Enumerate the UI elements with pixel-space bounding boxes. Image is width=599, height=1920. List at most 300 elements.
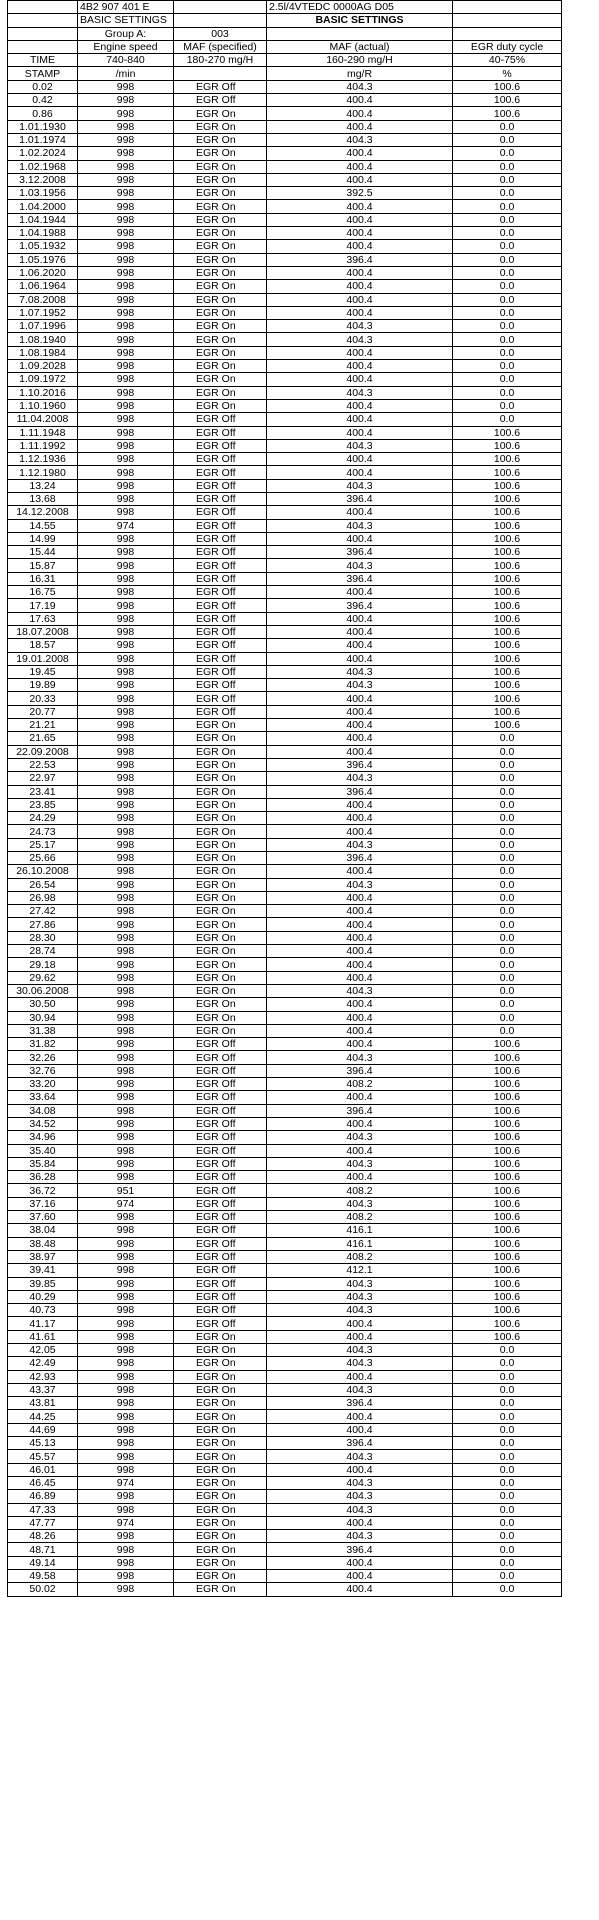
maf-actual-cell: 400.4 [267, 705, 453, 718]
time-stamp-cell: 27.86 [8, 918, 78, 931]
time-stamp-cell: 47.77 [8, 1516, 78, 1529]
egr-duty-cycle-cell: 100.6 [453, 453, 562, 466]
maf-actual-cell: 416.1 [267, 1224, 453, 1237]
maf-specified-cell: EGR On [174, 1490, 267, 1503]
table-row [8, 1171, 562, 1184]
maf-specified-cell: EGR On [174, 1516, 267, 1529]
table-row [8, 559, 562, 572]
maf-specified-cell: EGR On [174, 147, 267, 160]
table-row [8, 1330, 562, 1343]
maf-actual-cell: 396.4 [267, 572, 453, 585]
maf-actual-cell: 400.4 [267, 825, 453, 838]
table-row [8, 1184, 562, 1197]
time-stamp-cell: 1.01.1930 [8, 120, 78, 133]
maf-specified-cell: EGR On [174, 1024, 267, 1037]
engine-speed-cell: 998 [78, 133, 174, 146]
table-row [8, 479, 562, 492]
maf-specified-cell: EGR On [174, 1410, 267, 1423]
table-row [8, 1197, 562, 1210]
maf-specified-cell: EGR On [174, 1476, 267, 1489]
table-row [8, 94, 562, 107]
maf-actual-cell: 400.4 [267, 865, 453, 878]
engine-speed-cell: 998 [78, 333, 174, 346]
maf-actual-cell: 404.3 [267, 1476, 453, 1489]
egr-duty-cycle-cell: 100.6 [453, 1197, 562, 1210]
engine-speed-cell: 998 [78, 1051, 174, 1064]
time-stamp-cell: 1.01.1974 [8, 133, 78, 146]
engine-speed-cell: 998 [78, 905, 174, 918]
time-stamp-cell: 26.54 [8, 878, 78, 891]
table-row [8, 133, 562, 146]
maf-specified-cell: EGR Off [174, 1038, 267, 1051]
egr-duty-cycle-cell: 100.6 [453, 1184, 562, 1197]
maf-specified-cell: EGR Off [174, 572, 267, 585]
table-row [8, 652, 562, 665]
table-row [8, 1144, 562, 1157]
egr-duty-cycle-cell: 100.6 [453, 1237, 562, 1250]
table-row [8, 1503, 562, 1516]
time-stamp-cell: 1.09.2028 [8, 360, 78, 373]
engine-speed-cell: 998 [78, 1530, 174, 1543]
engine-speed-cell: 998 [78, 1224, 174, 1237]
egr-duty-cycle-cell: 0.0 [453, 133, 562, 146]
engine-speed-cell: 974 [78, 519, 174, 532]
table-body [8, 80, 562, 1596]
time-stamp-cell: 18.07.2008 [8, 625, 78, 638]
maf-specified-cell: EGR On [174, 373, 267, 386]
engine-speed-cell: 998 [78, 1423, 174, 1436]
time-stamp-cell: 38.04 [8, 1224, 78, 1237]
maf-specified-cell: EGR On [174, 931, 267, 944]
table-header [8, 1, 562, 81]
engine-speed-cell: 998 [78, 1410, 174, 1423]
time-stamp-cell: 28.74 [8, 945, 78, 958]
egr-duty-cycle-cell: 0.0 [453, 1437, 562, 1450]
time-stamp-cell: 1.08.1940 [8, 333, 78, 346]
engine-speed-cell: 998 [78, 1171, 174, 1184]
time-stamp-cell: 1.07.1996 [8, 320, 78, 333]
egr-duty-cycle-cell: 100.6 [453, 466, 562, 479]
time-stamp-cell: 16.75 [8, 586, 78, 599]
maf-specified-cell: EGR On [174, 785, 267, 798]
time-stamp-cell: 34.96 [8, 1131, 78, 1144]
egr-duty-cycle-cell: 0.0 [453, 1397, 562, 1410]
maf-actual-cell: 404.3 [267, 1290, 453, 1303]
table-row [8, 466, 562, 479]
table-row [8, 945, 562, 958]
engine-speed-cell: 998 [78, 1064, 174, 1077]
egr-duty-cycle-cell: 100.6 [453, 572, 562, 585]
maf-actual-cell: 400.4 [267, 905, 453, 918]
maf-specified-cell: EGR On [174, 227, 267, 240]
maf-specified-cell: EGR On [174, 1397, 267, 1410]
maf-specified-cell: EGR Off [174, 479, 267, 492]
maf-specified-cell: EGR On [174, 1437, 267, 1450]
maf-specified-cell: EGR On [174, 758, 267, 771]
maf-actual-cell: 404.3 [267, 1051, 453, 1064]
maf-specified-cell: EGR Off [174, 559, 267, 572]
engine-speed-cell: 998 [78, 360, 174, 373]
engine-speed-cell: 998 [78, 758, 174, 771]
time-stamp-cell: 41.61 [8, 1330, 78, 1343]
engine-speed-cell: 998 [78, 147, 174, 160]
maf-actual-cell: 400.4 [267, 931, 453, 944]
table-row [8, 878, 562, 891]
table-row [8, 1397, 562, 1410]
engine-speed-cell: 998 [78, 373, 174, 386]
table-row [8, 852, 562, 865]
table-row [8, 732, 562, 745]
egr-duty-cycle-cell: 0.0 [453, 120, 562, 133]
egr-duty-cycle-cell: 100.6 [453, 80, 562, 93]
maf-specified-cell: EGR Off [174, 519, 267, 532]
maf-specified-cell: EGR On [174, 745, 267, 758]
egr-duty-cycle-cell: 100.6 [453, 599, 562, 612]
maf-actual-cell: 400.4 [267, 971, 453, 984]
engine-speed-cell: 998 [78, 798, 174, 811]
maf-specified-cell: EGR On [174, 293, 267, 306]
maf-actual-cell: 400.4 [267, 958, 453, 971]
time-stamp-cell: 1.11.1992 [8, 439, 78, 452]
egr-duty-cycle-cell: 100.6 [453, 1104, 562, 1117]
maf-actual-cell: 400.4 [267, 1038, 453, 1051]
maf-actual-cell: 416.1 [267, 1237, 453, 1250]
maf-specified-cell: EGR Off [174, 1264, 267, 1277]
table-row [8, 692, 562, 705]
time-stamp-cell: 40.29 [8, 1290, 78, 1303]
maf-actual-cell: 400.4 [267, 719, 453, 732]
table-row [8, 306, 562, 319]
engine-speed-cell: 998 [78, 466, 174, 479]
table-row [8, 931, 562, 944]
egr-duty-cycle-cell: 0.0 [453, 1570, 562, 1583]
maf-actual-cell: 400.4 [267, 1117, 453, 1130]
header-engine-speed-cell: Engine speed [78, 40, 174, 53]
table-row [8, 333, 562, 346]
table-row [8, 891, 562, 904]
egr-duty-cycle-cell: 100.6 [453, 705, 562, 718]
engine-speed-cell: 998 [78, 1317, 174, 1330]
maf-specified-cell: EGR On [174, 133, 267, 146]
maf-actual-cell: 400.4 [267, 732, 453, 745]
time-stamp-cell: 3.12.2008 [8, 173, 78, 186]
time-stamp-cell: 45.57 [8, 1450, 78, 1463]
engine-speed-cell: 998 [78, 1383, 174, 1396]
egr-duty-cycle-cell: 0.0 [453, 1423, 562, 1436]
maf-specified-cell: EGR Off [174, 1304, 267, 1317]
engine-speed-cell: 998 [78, 785, 174, 798]
table-row [8, 1104, 562, 1117]
maf-actual-cell: 408.2 [267, 1184, 453, 1197]
maf-specified-cell: EGR Off [174, 80, 267, 93]
table-row [8, 187, 562, 200]
maf-specified-cell: EGR Off [174, 506, 267, 519]
engine-speed-cell: 998 [78, 1038, 174, 1051]
egr-duty-cycle-cell: 0.0 [453, 200, 562, 213]
egr-duty-cycle-cell: 100.6 [453, 1250, 562, 1263]
time-stamp-cell: 29.18 [8, 958, 78, 971]
table-row [8, 838, 562, 851]
egr-duty-cycle-cell: 100.6 [453, 1317, 562, 1330]
table-row [8, 1237, 562, 1250]
table-row [8, 1131, 562, 1144]
table-row [8, 705, 562, 718]
table-row [8, 107, 562, 120]
engine-speed-cell: 998 [78, 679, 174, 692]
time-stamp-cell: 14.55 [8, 519, 78, 532]
engine-speed-cell: 998 [78, 1250, 174, 1263]
egr-duty-cycle-cell: 0.0 [453, 878, 562, 891]
table-row [8, 439, 562, 452]
maf-actual-cell: 400.4 [267, 586, 453, 599]
maf-actual-cell: 400.4 [267, 227, 453, 240]
header-time-stamp-cell [8, 27, 78, 40]
maf-specified-cell: EGR On [174, 333, 267, 346]
maf-specified-cell: EGR On [174, 719, 267, 732]
maf-specified-cell: EGR Off [174, 413, 267, 426]
engine-speed-cell: 998 [78, 1264, 174, 1277]
table-row [8, 1078, 562, 1091]
maf-specified-cell: EGR On [174, 1583, 267, 1596]
table-row [8, 492, 562, 505]
egr-duty-cycle-cell: 0.0 [453, 812, 562, 825]
egr-duty-cycle-cell: 0.0 [453, 984, 562, 997]
time-stamp-cell: 43.37 [8, 1383, 78, 1396]
maf-actual-cell: 404.3 [267, 1304, 453, 1317]
egr-duty-cycle-cell: 0.0 [453, 1530, 562, 1543]
table-row [8, 1051, 562, 1064]
header-row [8, 27, 562, 40]
time-stamp-cell: 35.84 [8, 1157, 78, 1170]
table-row [8, 360, 562, 373]
maf-actual-cell: 400.4 [267, 625, 453, 638]
time-stamp-cell: 22.53 [8, 758, 78, 771]
table-row [8, 1038, 562, 1051]
engine-speed-cell: 998 [78, 1397, 174, 1410]
table-row [8, 625, 562, 638]
time-stamp-cell: 38.48 [8, 1237, 78, 1250]
table-row [8, 798, 562, 811]
engine-speed-cell: 998 [78, 1024, 174, 1037]
maf-specified-cell: EGR On [174, 1370, 267, 1383]
time-stamp-cell: 43.81 [8, 1397, 78, 1410]
maf-actual-cell: 400.4 [267, 413, 453, 426]
maf-actual-cell: 408.2 [267, 1078, 453, 1091]
table-row [8, 1343, 562, 1356]
engine-speed-cell: 998 [78, 439, 174, 452]
egr-duty-cycle-cell: 0.0 [453, 1011, 562, 1024]
table-row [8, 160, 562, 173]
engine-speed-cell: 998 [78, 306, 174, 319]
maf-specified-cell: EGR Off [174, 599, 267, 612]
maf-actual-cell: 400.4 [267, 1171, 453, 1184]
maf-actual-cell: 400.4 [267, 453, 453, 466]
maf-specified-cell: EGR On [174, 1383, 267, 1396]
maf-actual-cell: 404.3 [267, 878, 453, 891]
engine-speed-cell: 998 [78, 732, 174, 745]
header-time-stamp-cell: TIME [8, 54, 78, 67]
maf-specified-cell: EGR Off [174, 1157, 267, 1170]
time-stamp-cell: 1.06.1964 [8, 280, 78, 293]
table-row [8, 453, 562, 466]
time-stamp-cell: 25.66 [8, 852, 78, 865]
table-row [8, 772, 562, 785]
header-maf-specified-cell: 180-270 mg/H [174, 54, 267, 67]
time-stamp-cell: 1.04.2000 [8, 200, 78, 213]
maf-actual-cell: 400.4 [267, 1370, 453, 1383]
maf-actual-cell: 400.4 [267, 1144, 453, 1157]
maf-specified-cell: EGR Off [174, 679, 267, 692]
time-stamp-cell: 33.64 [8, 1091, 78, 1104]
table-row [8, 1317, 562, 1330]
maf-actual-cell: 400.4 [267, 1024, 453, 1037]
table-row [8, 1290, 562, 1303]
maf-actual-cell: 400.4 [267, 213, 453, 226]
engine-speed-cell: 998 [78, 652, 174, 665]
engine-speed-cell: 998 [78, 346, 174, 359]
maf-specified-cell: EGR On [174, 280, 267, 293]
maf-specified-cell: EGR Off [174, 453, 267, 466]
time-stamp-cell: 41.17 [8, 1317, 78, 1330]
time-stamp-cell: 0.02 [8, 80, 78, 93]
maf-specified-cell: EGR On [174, 1330, 267, 1343]
table-row [8, 1437, 562, 1450]
time-stamp-cell: 14.99 [8, 532, 78, 545]
table-row [8, 346, 562, 359]
header-time-stamp-cell [8, 14, 78, 27]
egr-duty-cycle-cell: 0.0 [453, 1476, 562, 1489]
time-stamp-cell: 20.77 [8, 705, 78, 718]
maf-actual-cell: 400.4 [267, 1463, 453, 1476]
time-stamp-cell: 38.97 [8, 1250, 78, 1263]
engine-speed-cell: 998 [78, 1211, 174, 1224]
maf-actual-cell: 404.3 [267, 1490, 453, 1503]
time-stamp-cell: 22.09.2008 [8, 745, 78, 758]
egr-duty-cycle-cell: 100.6 [453, 1091, 562, 1104]
egr-duty-cycle-cell: 0.0 [453, 852, 562, 865]
maf-specified-cell: EGR On [174, 253, 267, 266]
egr-duty-cycle-cell: 100.6 [453, 1304, 562, 1317]
maf-specified-cell: EGR On [174, 399, 267, 412]
header-egr-duty-cycle-cell [453, 1, 562, 14]
time-stamp-cell: 32.76 [8, 1064, 78, 1077]
maf-specified-cell: EGR Off [174, 612, 267, 625]
table-row [8, 1064, 562, 1077]
header-maf-specified-cell [174, 67, 267, 80]
maf-specified-cell: EGR On [174, 865, 267, 878]
egr-duty-cycle-cell: 100.6 [453, 719, 562, 732]
egr-duty-cycle-cell: 0.0 [453, 758, 562, 771]
header-egr-duty-cycle-cell: % [453, 67, 562, 80]
engine-speed-cell: 998 [78, 280, 174, 293]
maf-actual-cell: 404.3 [267, 559, 453, 572]
header-maf-actual-cell: BASIC SETTINGS [267, 14, 453, 27]
maf-specified-cell: EGR On [174, 386, 267, 399]
table-row [8, 586, 562, 599]
maf-specified-cell: EGR On [174, 320, 267, 333]
data-table [7, 0, 562, 1597]
engine-speed-cell: 998 [78, 958, 174, 971]
egr-duty-cycle-cell: 0.0 [453, 798, 562, 811]
header-maf-actual-cell: mg/R [267, 67, 453, 80]
maf-actual-cell: 400.4 [267, 306, 453, 319]
table-row [8, 1410, 562, 1423]
maf-specified-cell: EGR On [174, 772, 267, 785]
table-row [8, 1277, 562, 1290]
maf-specified-cell: EGR Off [174, 1091, 267, 1104]
egr-duty-cycle-cell: 0.0 [453, 1410, 562, 1423]
egr-duty-cycle-cell: 0.0 [453, 333, 562, 346]
time-stamp-cell: 44.25 [8, 1410, 78, 1423]
header-engine-speed-cell: Group A: [78, 27, 174, 40]
maf-actual-cell: 396.4 [267, 546, 453, 559]
maf-actual-cell: 400.4 [267, 173, 453, 186]
egr-duty-cycle-cell: 100.6 [453, 107, 562, 120]
time-stamp-cell: 1.02.1968 [8, 160, 78, 173]
engine-speed-cell: 998 [78, 266, 174, 279]
maf-specified-cell: EGR On [174, 266, 267, 279]
header-row [8, 67, 562, 80]
table-row [8, 173, 562, 186]
maf-specified-cell: EGR On [174, 998, 267, 1011]
maf-specified-cell: EGR On [174, 825, 267, 838]
table-row [8, 572, 562, 585]
maf-actual-cell: 404.3 [267, 1131, 453, 1144]
engine-speed-cell: 998 [78, 532, 174, 545]
engine-speed-cell: 998 [78, 1370, 174, 1383]
header-engine-speed-cell: BASIC SETTINGS [78, 14, 174, 27]
maf-actual-cell: 400.4 [267, 692, 453, 705]
header-engine-speed-cell: /min [78, 67, 174, 80]
egr-duty-cycle-cell: 100.6 [453, 1131, 562, 1144]
engine-speed-cell: 998 [78, 1503, 174, 1516]
maf-actual-cell: 400.4 [267, 812, 453, 825]
maf-actual-cell: 404.3 [267, 1530, 453, 1543]
time-stamp-cell: 48.26 [8, 1530, 78, 1543]
maf-actual-cell: 404.3 [267, 519, 453, 532]
egr-duty-cycle-cell: 0.0 [453, 745, 562, 758]
time-stamp-cell: 15.87 [8, 559, 78, 572]
table-row [8, 639, 562, 652]
time-stamp-cell: 46.89 [8, 1490, 78, 1503]
maf-actual-cell: 400.4 [267, 120, 453, 133]
maf-specified-cell: EGR Off [174, 1104, 267, 1117]
maf-actual-cell: 400.4 [267, 1556, 453, 1569]
maf-actual-cell: 404.3 [267, 333, 453, 346]
time-stamp-cell: 42.49 [8, 1357, 78, 1370]
time-stamp-cell: 1.09.1972 [8, 373, 78, 386]
maf-specified-cell: EGR On [174, 905, 267, 918]
time-stamp-cell: 19.45 [8, 665, 78, 678]
egr-duty-cycle-cell: 0.0 [453, 240, 562, 253]
maf-actual-cell: 400.4 [267, 998, 453, 1011]
time-stamp-cell: 1.06.2020 [8, 266, 78, 279]
engine-speed-cell: 998 [78, 1131, 174, 1144]
table-row [8, 745, 562, 758]
engine-speed-cell: 998 [78, 1104, 174, 1117]
table-row [8, 812, 562, 825]
table-row [8, 386, 562, 399]
table-row [8, 1157, 562, 1170]
maf-actual-cell: 400.4 [267, 399, 453, 412]
egr-duty-cycle-cell: 100.6 [453, 625, 562, 638]
header-maf-actual-cell [267, 27, 453, 40]
engine-speed-cell: 998 [78, 998, 174, 1011]
engine-speed-cell: 998 [78, 1078, 174, 1091]
time-stamp-cell: 50.02 [8, 1583, 78, 1596]
table-row [8, 865, 562, 878]
maf-actual-cell: 400.4 [267, 1410, 453, 1423]
